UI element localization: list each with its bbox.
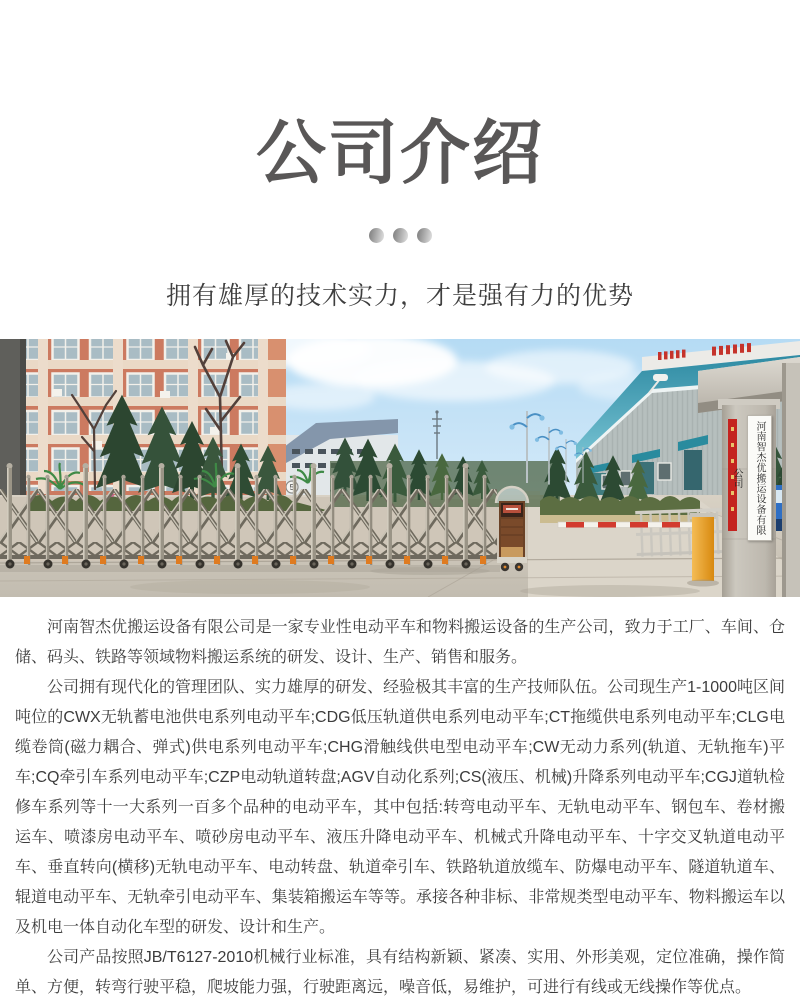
- gate-control-cabinet: [496, 487, 528, 571]
- page-header: [0, 0, 800, 311]
- company-factory-photo: [0, 339, 800, 597]
- barrier-post: [692, 517, 714, 581]
- company-description: [0, 597, 800, 1003]
- divider-dot: [393, 228, 408, 243]
- retractable-gate: [0, 461, 528, 572]
- description-paragraph: 公司产品按照JB/T6127-2010机械行业标准，具有结构新颖、紧凑、实用、外形美观，定位准确，操作简单、方便，转弯行驶平稳，爬坡能力强，行驶距离远，噪音低，易维护，可进行有线或无线操作等优点。: [15, 949, 785, 996]
- divider-dot: [417, 228, 432, 243]
- description-paragraph: 河南智杰优搬运设备有限公司是一家专业性电动平车和物料搬运设备的生产公司，致力于工厂、车间、仓储、码头、铁路等领域物料搬运系统的研发、设计、生产、销售和服务。: [15, 619, 785, 666]
- right-edge-column: [782, 363, 800, 597]
- description-paragraph: 公司拥有现代化的管理团队、实力雄厚的研发、经验极其丰富的生产技师队伍。公司现生产1-1000吨区间吨位的CWX无轨蓄电池供电系列电动平车;CDG低压轨道供电系列电动平车;CT拖缆供电系列电动平车;CLG电缆卷筒(磁力耦合、弹式)供电系列电动平车;CHG滑触线供电型电动平车;CW无动力系列(轨道、无轨拖车)平车;CQ牵引车系列电动平车;CZP电动轨道转盘;AGV自动化系列;CS(液压、机械)升降系列电动平车;CGJ道轨检修车系列等十一大系列一百多个品种的电动平车，其中包括:转弯电动平车、无轨电动平车、钢包车、卷材搬运车、喷漆房电动平车、喷砂房电动平车、液压升降电动平车、机械式升降电动平车、十字交叉轨道电动平车、垂直转向(横移)无轨电动平车、电动转盘、轨道牵引车、铁路轨道放缆车、防爆电动平车、隧道轨道车、辊道电动平车、无轨牵引电动平车、集装箱搬运车等等。承接各种非标、非常规类型电动平车、物料搬运车以及机电一体自动化车型的研发、设计和生产。: [15, 679, 785, 936]
- divider-dot: [369, 228, 384, 243]
- gate-pillar-sign: 河南智杰优搬运设备有限公司: [747, 415, 772, 541]
- section-divider-dots: [0, 228, 800, 243]
- page-subtitle: 拥有雄厚的技术实力，才是强有力的优势: [165, 282, 634, 310]
- page-title: 公司介绍: [256, 114, 544, 192]
